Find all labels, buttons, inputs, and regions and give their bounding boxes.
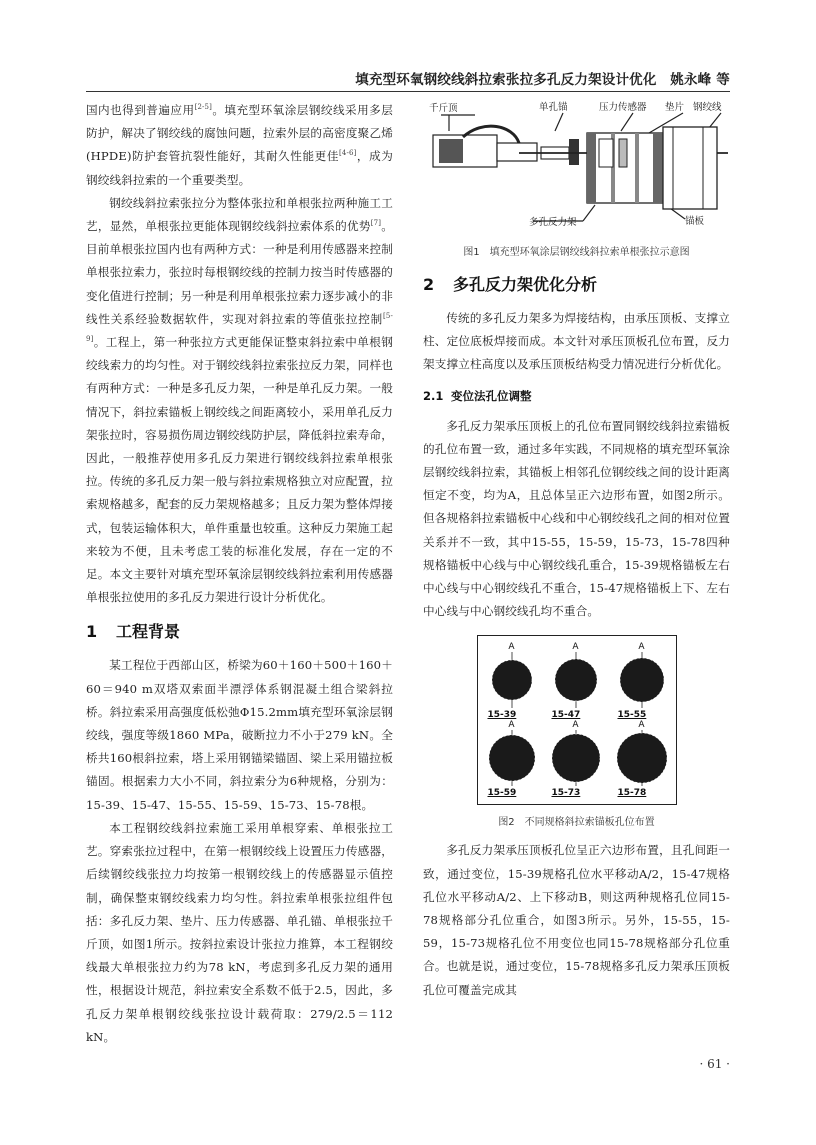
section-title: 工程背景 [116, 622, 181, 642]
citation: [7] [370, 219, 382, 228]
paragraph-intro-continued [86, 99, 393, 192]
page-number: · 61 · [699, 1057, 730, 1071]
text-run: ，成为钢绞线斜拉索的一个重要类型。 [86, 149, 394, 187]
leader-line [555, 113, 563, 131]
text-run: 。工程上，第一种张拉方式更能保证整束斜拉索中单根钢绞线索力的均匀性。对于钢绞线斜拉索张拉反力架，同样也有两种方式：一种是多孔反力架，一种是单孔反力架。一般情况下，斜拉索锚板上钢绞线之间距离较小，采用单孔反力架张拉时，容易损伤周边钢绞线防护层，降低斜拉索寿命，因此，一般推荐使用多孔反力架进行钢绞线斜拉索单根张拉。传统的多孔反力架一般与斜拉索规格独立对应配置，拉索规格越多，配套的反力架规格越多；且反力架为整体焊接式，包装运输体积大，单件重量也较重。这种反力架施工起来较为不便，且未考虑工装的标准化发展，存在一定的不足。本文主要针对填充型环氧涂层钢绞线斜拉索利用传感器单根张拉使用的多孔反力架进行设计分析优化。 [86, 335, 393, 605]
paragraph-hole-layout: 多孔反力架承压顶板上的孔位布置同钢绞线斜拉索锚板的孔位布置一致，通过多年实践，不同规格的填充型环氧涂层钢绞线斜拉索，其锚板上相邻孔位钢绞线之间的设计距离恒定不变，均为A，且总体呈正六边形布置，如图2所示。但各规格斜拉索锚板中心线和中心钢绞线孔之间的相对位置关系并不一致，其中15-55，15-59，15-73，15-78四种规格锚板中心线与中心钢绞线孔重合，15-39规格锚板左右中心线与中心钢绞线孔不重合，15-47规格锚板上下、左右中心线与中心钢绞线孔均不重合。 [423, 418, 730, 619]
hole-pattern [486, 730, 538, 788]
spec-label: 15-78 [617, 788, 647, 799]
subsection-number: 2.1 [423, 388, 444, 403]
spec-label: 15-73 [551, 788, 581, 799]
subsection-title: 变位法孔位调整 [451, 388, 532, 403]
label-reaction-frame: 多孔反力架 [529, 217, 577, 228]
spec-label: 15-39 [487, 710, 517, 721]
section-heading-2 [423, 273, 730, 297]
section-number: 1 [86, 622, 98, 642]
label-strand: 钢绞线 [693, 102, 722, 113]
leader-line [621, 113, 633, 131]
section-title: 多孔反力架优化分析 [453, 275, 598, 294]
pressure-sensor [599, 139, 613, 167]
axis-label-a: A [572, 720, 579, 731]
hole-pattern [616, 652, 668, 710]
citation: [4-6] [339, 149, 357, 158]
text-run: 。目前单根张拉国内也有两种方式：一种是利用传感器来控制单根张拉索力，张拉时每根钢绞线的控制力按当时传感器的变化值进行控制；另一种是利用单根张拉索力逐步减小的非线性关系经验数据软件，实现对斜拉索的等值张拉控制 [86, 219, 393, 326]
axis-label-a: A [572, 642, 579, 653]
text-run: 。填充型环氧涂层钢绞线采用多层防护，解决了钢绞线的腐蚀问题，拉索外层的高密度聚乙烯(HPDE)防护套管抗裂性能好，其耐久性能更佳 [86, 103, 393, 164]
label-anchor-plate: 锚板 [685, 216, 705, 227]
running-head: 填充型环氧钢绞线斜拉索张拉多孔反力架设计优化 姚永峰 等 [355, 72, 730, 88]
frame-column [635, 133, 639, 203]
leader-line [583, 205, 595, 221]
paragraph-optimization-intro: 传统的多孔反力架多为焊接结构，由承压顶板、支撑立柱、定位底板焊接而成。本文针对承压顶板孔位布置，反力架支撑立柱高度以及承压顶板结构受力情况进行分析优化。 [423, 311, 730, 372]
jack-handle [439, 139, 463, 163]
anchor-plate [663, 127, 717, 209]
subsection-heading-2-1 [423, 385, 730, 407]
figure-2 [477, 635, 677, 805]
axis-label-a: A [638, 642, 645, 653]
hole-pattern [486, 652, 538, 710]
figure-2-caption: 图2 不同规格斜拉索锚板孔位布置 [498, 817, 655, 829]
section-number: 2 [423, 275, 435, 294]
axis-label-a: A [508, 720, 515, 731]
paragraph-tension-methods [86, 192, 393, 610]
paragraph-construction: 本工程钢绞线斜拉索施工采用单根穿索、单根张拉工艺。穿索张拉过程中，在第一根钢绞线上设置压力传感器，后续钢绞线张拉力均按第一根钢绞线上的传感器显示值控制，确保整束钢绞线索力均匀性。斜拉索单根张拉组件包括：多孔反力架、垫片、压力传感器、单孔锚、单根张拉千斤顶，如图1所示。按斜拉索设计张拉力推算，本工程钢绞线最大单根张拉力约为78 kN，考虑到多孔反力架的通用性，根据设计规范，斜拉索安全系数不低于2.5，因此，多孔反力架单根钢绞线张拉设计载荷取：279/2.5＝112 kN。 [86, 820, 393, 1044]
label-single-anchor: 单孔锚 [539, 102, 568, 113]
anchor-head [569, 139, 579, 165]
hole-pattern [616, 730, 668, 788]
text-run: 国内也得到普遍应用 [86, 103, 195, 117]
hole-pattern [550, 730, 602, 788]
shim [619, 139, 627, 167]
frame-top-plate [587, 133, 596, 203]
label-pressure-sensor: 压力传感器 [599, 102, 647, 113]
label-shim: 垫片 [665, 102, 685, 113]
jack-cylinder [497, 143, 537, 161]
spec-label: 15-59 [487, 788, 517, 799]
label-jack: 千斤顶 [429, 103, 458, 114]
paragraph-displacement: 多孔反力架承压顶板孔位呈正六边形布置，且孔间距一致，通过变位，15-39规格孔位水平移动A/2，15-47规格孔位水平移动A/2、上下移动B，则这两种规格孔位同15-78规格部分孔位重合，如图3所示。另外，15-55，15-59，15-73规格孔位不用变位也同15-78规格部分孔位重合。也就是说，通过变位，15-78规格多孔反力架承压顶板孔位可覆盖完成其 [423, 843, 730, 997]
hole-pattern [550, 652, 602, 710]
axis-label-a: A [638, 720, 645, 731]
figure-1-caption: 图1 填充型环氧涂层钢绞线斜拉索单根张拉示意图 [463, 247, 690, 258]
frame-bottom-plate [653, 133, 663, 203]
section-heading-1 [86, 620, 393, 644]
spec-label: 15-47 [551, 710, 581, 721]
citation: [2-5] [194, 103, 213, 112]
spec-label: 15-55 [617, 710, 647, 721]
left-column [86, 99, 393, 1049]
axis-label-a: A [508, 642, 515, 653]
text-run: 钢绞线斜拉索张拉分为整体张拉和单根张拉两种施工工艺，显然，单根张拉更能体现钢绞线斜拉索体系的优势 [86, 195, 393, 234]
right-column [423, 99, 730, 1002]
figure-1 [423, 99, 730, 239]
citation: [5-9] [86, 311, 393, 344]
paragraph-project: 某工程位于西部山区，桥梁为60＋160＋500＋160＋60＝940 m双塔双索面半漂浮体系钢混凝土组合梁斜拉桥。斜拉索采用高强度低松弛Φ15.2mm填充型环氧涂层钢绞线，强度等级1860 MPa，破断拉力不小于279 kN。全桥共160根斜拉索，塔上采用钢锚梁锚固、梁上采用锚拉板锚固。根据索力大小不同，斜拉索分为6种规格，分别为：15-39、15-47、15-55、15-59、15-73、15-78根。 [86, 658, 393, 812]
header-rule [86, 91, 730, 92]
